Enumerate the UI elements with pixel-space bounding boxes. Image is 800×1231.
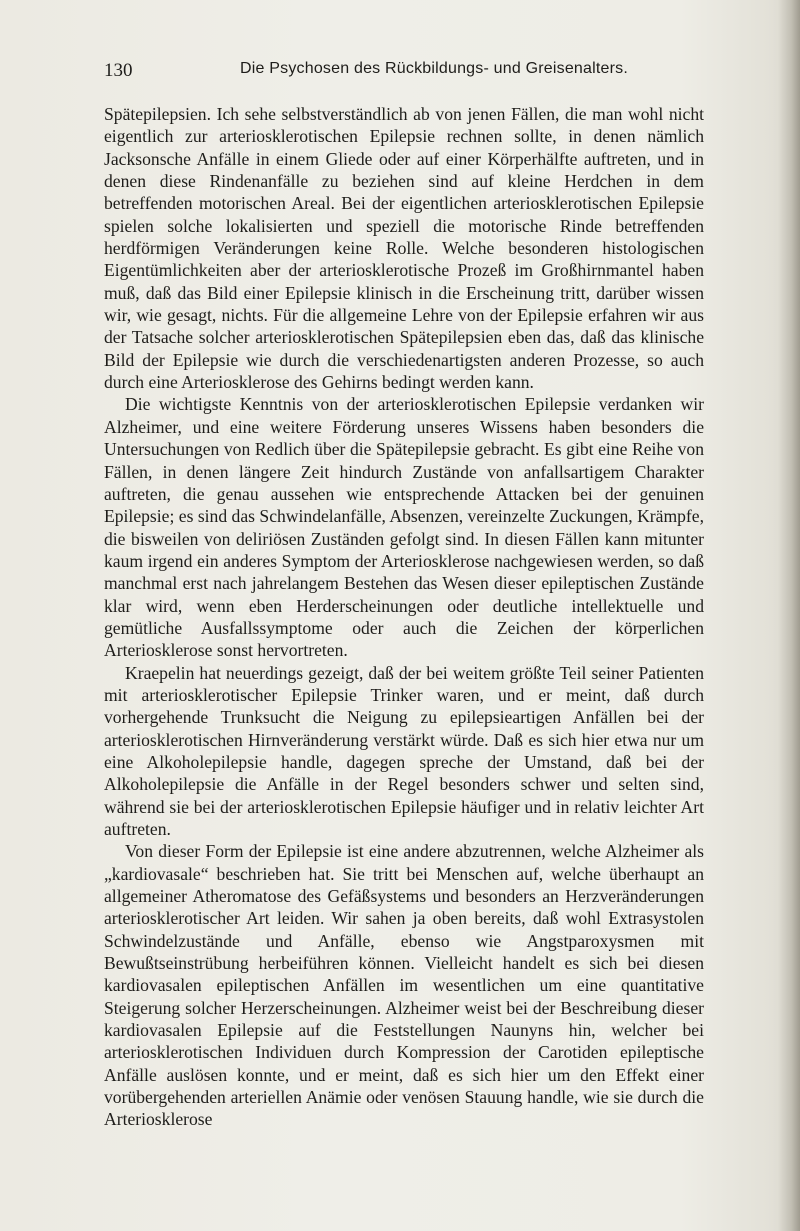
page-header [104,60,714,90]
paragraph: Die wichtigste Kenntnis von der arteriosklerotischen Epilepsie verdanken wir Alzheimer, und eine weitere Förderung unseres Wissens haben besonders die Untersuchungen von Redlich über die Spätepilepsie gebracht. Es gibt eine Reihe von Fällen, in denen längere Zeit hindurch Zustände von anfallsartigem Charakter auftreten, die genau aussehen wie entsprechende Attacken bei der genuinen Epilepsie; es sind das Schwindelanfälle, Absenzen, vereinzelte Zuckungen, Krämpfe, die bisweilen von deliriösen Zuständen gefolgt sind. In diesen Fällen kann mitunter kaum irgend ein anderes Symptom der Arteriosklerose nachgewiesen werden, so daß manchmal erst nach jahrelangem Bestehen das Wesen dieser epileptischen Zustände klar wird, wenn eben Herderscheinungen oder deutliche intellektuelle und gemütliche Ausfallssymptome oder auch die Zeichen der körperlichen Arteriosklerose sonst hervortreten. [104,394,704,661]
page-number: 130 [104,60,133,81]
running-title: Die Psychosen des Rückbildungs- und Greisenalters. [240,60,628,77]
paragraph: Kraepelin hat neuerdings gezeigt, daß der bei weitem größte Teil seiner Patienten mit arteriosklerotischer Epilepsie Trinker waren, und er meint, daß durch vorhergehende Trunksucht die Neigung zu epilepsieartigen Anfällen bei der arteriosklerotischen Hirnveränderung verstärkt würde. Daß es sich hier etwa nur um eine Alkoholepilepsie handle, dagegen spreche der Umstand, daß bei der Alkoholepilepsie die Anfälle in der Regel besonders schwer und selten sind, während sie bei der arteriosklerotischen Epilepsie häufiger und in relativ leichter Art auftreten. [104,662,704,839]
page-edge-shadow [778,0,800,1231]
paragraph: Von dieser Form der Epilepsie ist eine andere abzutrennen, welche Alzheimer als „kardiovasale“ beschrieben hat. Sie tritt bei Menschen auf, welche überhaupt an allgemeiner Atheromatose des Gefäßsystems und besonders an Herzveränderungen arteriosklerotischer Art leiden. Wir sahen ja oben bereits, daß wohl Extrasystolen Schwindelzustände und Anfälle, ebenso wie Angstparoxysmen mit Bewußtseinstrübung herbeiführen können. Vielleicht handelt es sich bei diesen kardiovasalen epileptischen Anfällen im wesentlichen um eine quantitative Steigerung solcher Herzerscheinungen. Alzheimer weist bei der Beschreibung dieser kardiovasalen Epilepsie auf die Feststellungen Naunyns hin, welcher bei arteriosklerotischen Individuen durch Kompression der Carotiden epileptische Anfälle auslösen konnte, und er meint, daß es sich hier um den Effekt einer vorübergehenden arteriellen Anämie oder venösen Stauung handle, wie sie durch die Arteriosklerose [104,841,704,1130]
paragraph: Spätepilepsien. Ich sehe selbstverständlich ab von jenen Fällen, die man wohl nicht eigentlich zur arteriosklerotischen Epilepsie rechnen sollte, in denen nämlich Jacksonsche Anfälle in einem Gliede oder auf einer Körperhälfte auftreten, und in denen diese Rindenanfälle zu beziehen sind auf kleine Herdchen in dem betreffenden motorischen Areal. Bei der eigentlichen arteriosklerotischen Epilepsie spielen solche lokalisierten und speziell die motorische Rinde betreffenden herdförmigen Veränderungen keine Rolle. Welche besonderen histologischen Eigentümlichkeiten aber der arteriosklerotische Prozeß im Großhirnmantel haben muß, daß das Bild einer Epilepsie klinisch in die Erscheinung tritt, darüber wissen wir, wie gesagt, nichts. Für die allgemeine Lehre von der Epilepsie erfahren wir aus der Tatsache solcher arteriosklerotischen Spätepilepsien eben das, daß das klinische Bild der Epilepsie wie durch die verschiedenartigsten anderen Prozesse, so auch durch eine Arteriosklerose des Gehirns bedingt werden kann. [104,104,704,393]
body-text [104,103,704,1131]
